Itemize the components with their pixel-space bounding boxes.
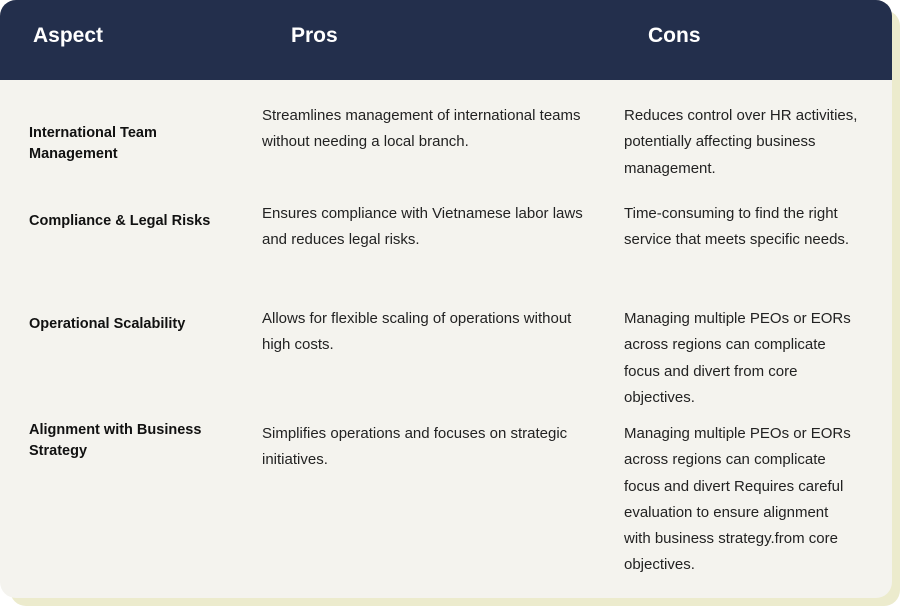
header-pros: Pros bbox=[291, 24, 338, 47]
row-4-cons: Managing multiple PEOs or EORs across regions can complicate focus and divert Requires careful evaluation to ensure alignment with business strategy.from core objectives. bbox=[624, 425, 851, 574]
row-4-pros: Simplifies operations and focuses on strategic initiatives. bbox=[262, 425, 568, 469]
row-2-pros: Ensures compliance with Vietnamese labor laws and reduces legal risks. bbox=[262, 205, 583, 249]
row-3-pros: Allows for flexible scaling of operations without high costs. bbox=[262, 310, 572, 354]
row-2-cons: Time-consuming to find the right service that meets specific needs. bbox=[624, 205, 850, 249]
row-4-aspect: Alignment with Business Strategy bbox=[29, 422, 202, 459]
row-2-aspect: Compliance & Legal Risks bbox=[29, 213, 211, 229]
table-header bbox=[0, 0, 892, 80]
header-cons: Cons bbox=[648, 24, 701, 47]
row-1-cons: Reduces control over HR activities, potentially affecting business management. bbox=[624, 107, 858, 177]
header-aspect: Aspect bbox=[33, 24, 104, 47]
row-3-aspect: Operational Scalability bbox=[29, 316, 186, 332]
row-1-pros: Streamlines management of international teams without needing a local branch. bbox=[262, 107, 581, 151]
row-3-cons: Managing multiple PEOs or EORs across regions can complicate focus and divert from core objectives. bbox=[624, 310, 851, 406]
row-1-aspect: International Team Management bbox=[29, 125, 157, 162]
